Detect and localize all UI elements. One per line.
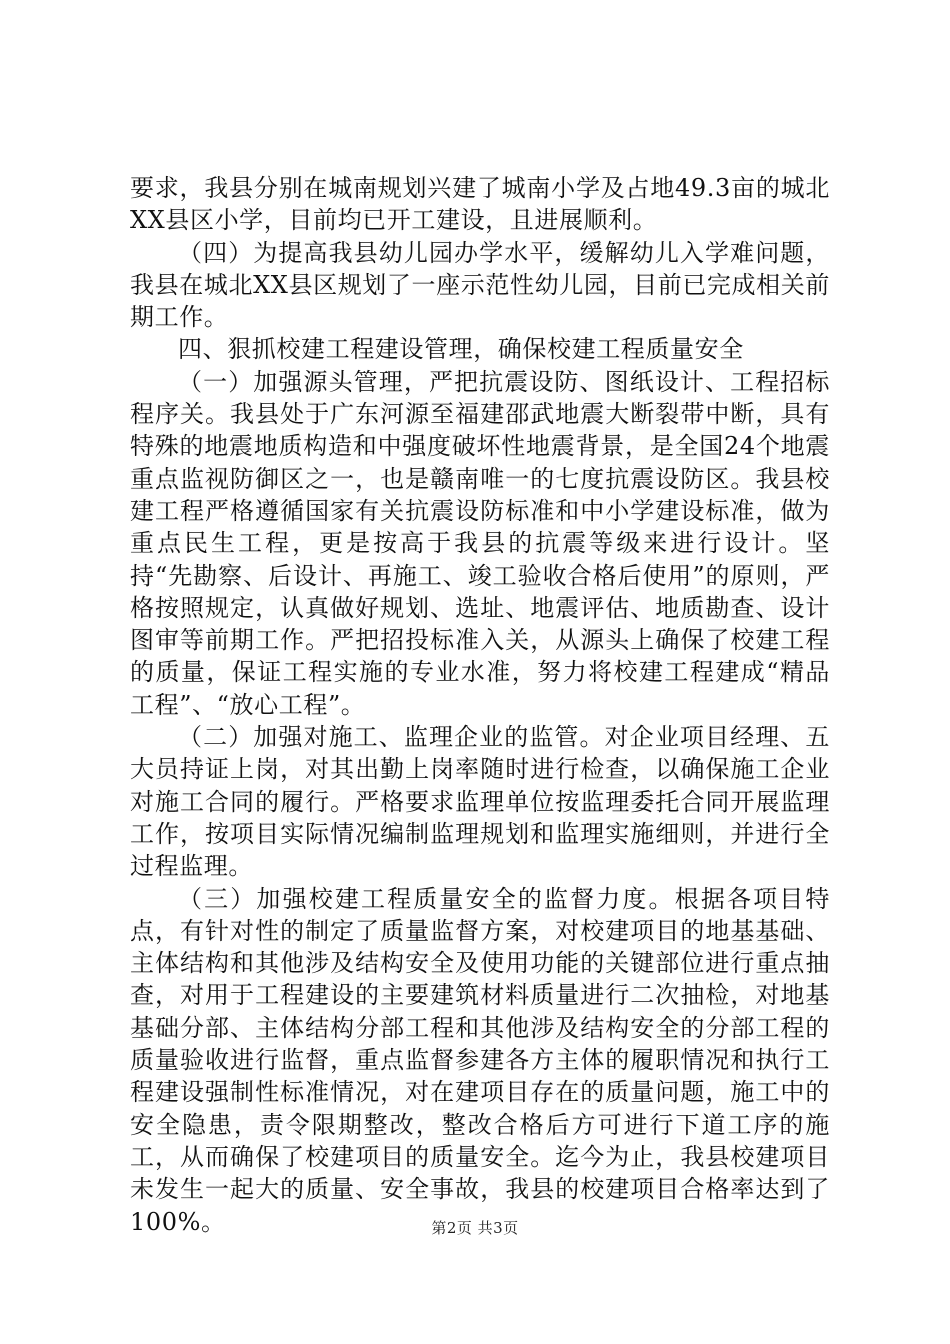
paragraph-continuation: 要求，我县分别在城南规划兴建了城南小学及占地49.3亩的城北XX县区小学，目前均已开工建设，且进展顺利。	[130, 174, 830, 235]
paragraph-kindergarten: （四）为提高我县幼儿园办学水平，缓解幼儿入学难问题，我县在城北XX县区规划了一座示范性幼儿园，目前已完成相关前期工作。	[130, 238, 830, 332]
document-body	[130, 172, 830, 1238]
paragraph-source-management: （一）加强源头管理，严把抗震设防、图纸设计、工程招标程序关。我县处于广东河源至福建邵武地震大断裂带中断，具有特殊的地震地质构造和中强度破坏性地震背景，是全国24个地震重点监视防御区之一，也是赣南唯一的七度抗震设防区。我县校建工程严格遵循国家有关抗震设防标准和中小学建设标准，做为重点民生工程，更是按高于我县的抗震等级来进行设计。坚持“先勘察、后设计、再施工、竣工验收合格后使用”的原则，严格按照规定，认真做好规划、选址、地震评估、地质勘查、设计图审等前期工作。严把招投标准入关，从源头上确保了校建工程的质量，保证工程实施的专业水准，努力将校建工程建成“精品工程”、“放心工程”。	[130, 367, 830, 719]
page-number-footer: 第2页 共3页	[431, 1219, 519, 1237]
paragraph-supervision: （二）加强对施工、监理企业的监管。对企业项目经理、五大员持证上岗，对其出勤上岗率随时进行检查，以确保施工企业对施工合同的履行。严格要求监理单位按监理委托合同开展监理工作，按项目实际情况编制监理规划和监理实施细则，并进行全过程监理。	[130, 723, 830, 881]
section-heading-four: 四、狠抓校建工程建设管理，确保校建工程质量安全	[178, 335, 744, 364]
paragraph-quality-safety: （三）加强校建工程质量安全的监督力度。根据各项目特点，有针对性的制定了质量监督方案，对校建项目的地基基础、主体结构和其他涉及结构安全及使用功能的关键部位进行重点抽查，对用于工程建设的主要建筑材料质量进行二次抽检，对地基基础分部、主体结构分部工程和其他涉及结构安全的分部工程的质量验收进行监督，重点监督参建各方主体的履职情况和执行工程建设强制性标准情况，对在建项目存在的质量问题，施工中的安全隐患，责令限期整改，整改合格后方可进行下道工序的施工，从而确保了校建项目的质量安全。迄今为止，我县校建项目未发生一起大的质量、安全事故，我县的校建项目合格率达到了100%。	[130, 884, 830, 1236]
